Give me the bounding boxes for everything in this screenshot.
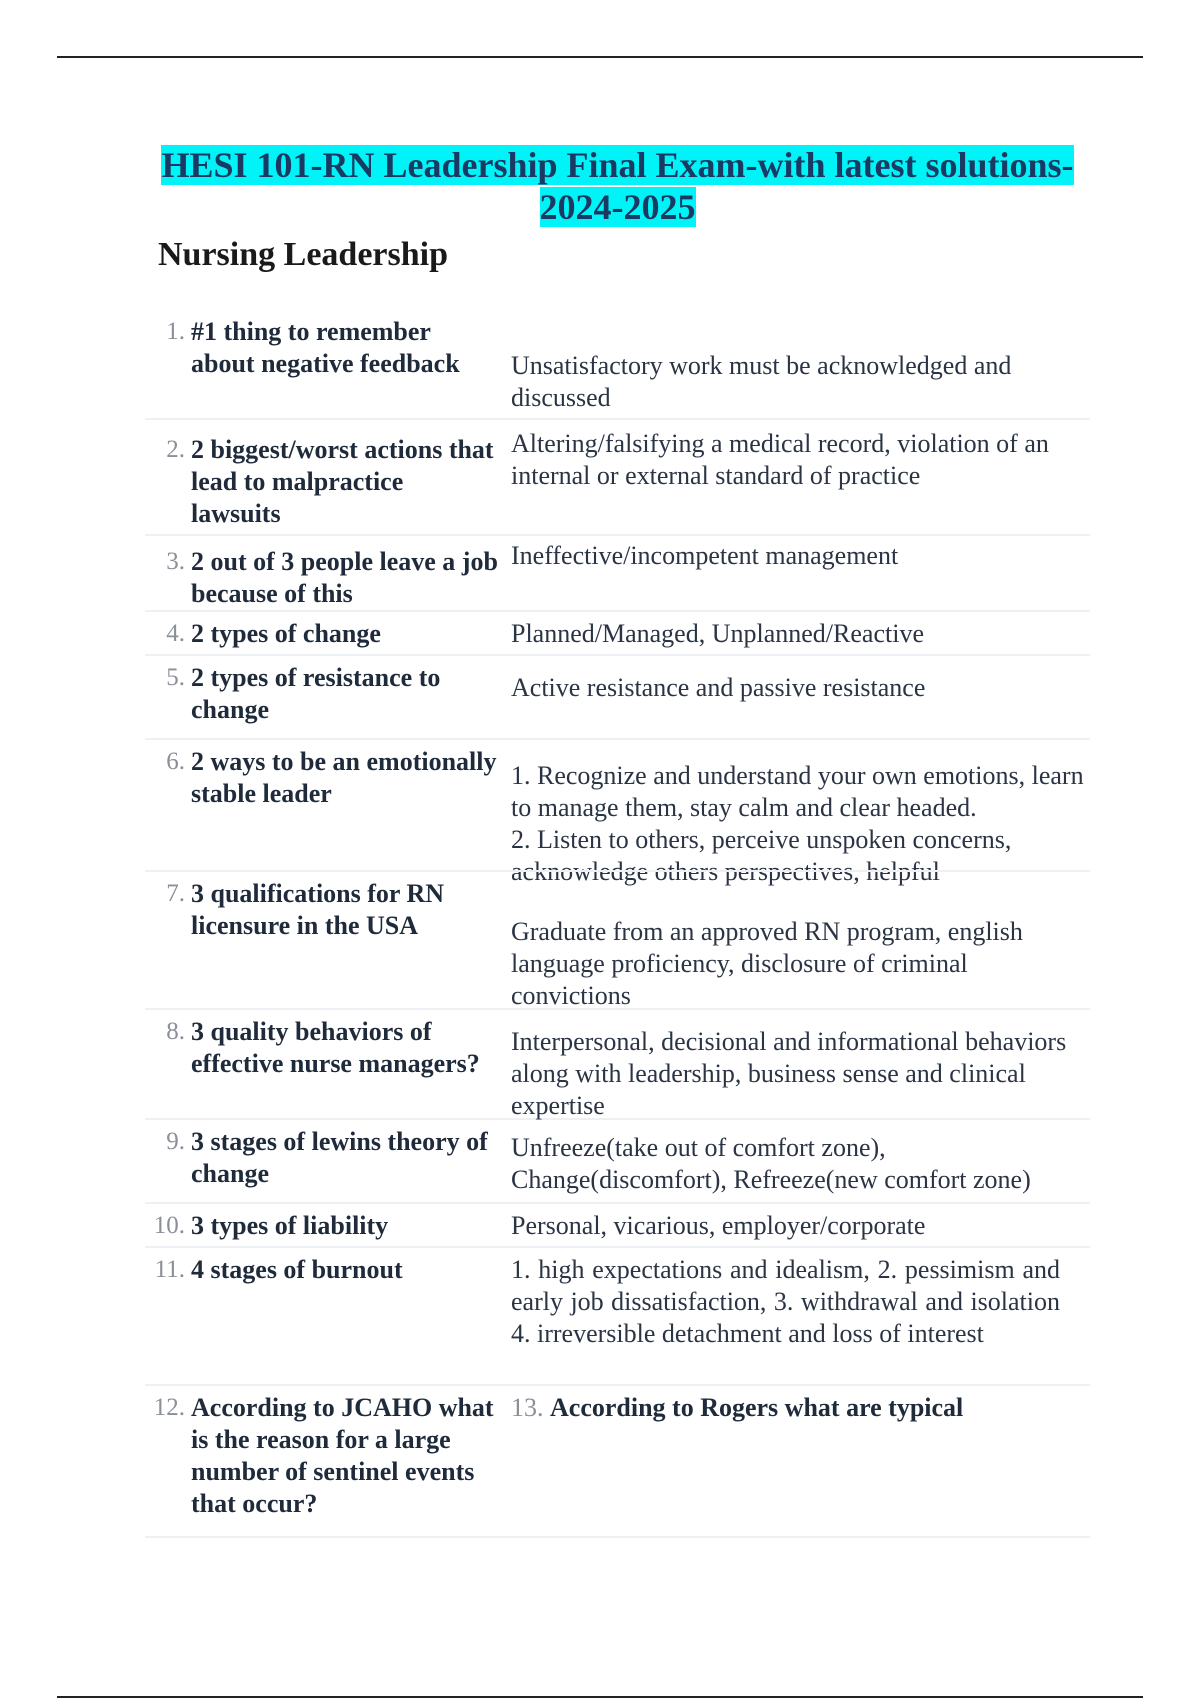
answer-text: Graduate from an approved RN program, english language proficiency, disclosure of criminal convictions (511, 917, 1023, 1010)
question-text: 2 types of resistance to change (191, 663, 441, 724)
item-number: 2. (166, 436, 185, 463)
item-number: 8. (166, 1018, 185, 1045)
title-line-1: HESI 101-RN Leadership Final Exam-with latest solutions- (161, 145, 1074, 185)
answer-text: Unfreeze(take out of comfort zone), Change(discomfort), Refreeze(new comfort zone) (511, 1133, 1031, 1194)
answer-cell (511, 1392, 1090, 1536)
question-text: #1 thing to remember about negative feedback (191, 317, 460, 378)
item-number: 4. (166, 620, 185, 647)
answer-text: Active resistance and passive resistance (511, 673, 926, 702)
title-line-2: 2024-2025 (539, 187, 696, 227)
answer-text: Interpersonal, decisional and informational behaviors along with leadership, business sense and clinical expertise (511, 1027, 1067, 1120)
bottom-rule (57, 1696, 1143, 1698)
document-title (145, 144, 1090, 228)
qa-row-7 (145, 870, 1090, 1010)
qa-row-4 (145, 612, 1090, 656)
item-number: 6. (166, 748, 185, 775)
question-text: 3 qualifications for RN licensure in the USA (191, 879, 445, 940)
qa-row-6 (145, 740, 1090, 886)
section-heading: Nursing Leadership (158, 236, 448, 273)
question-text: 3 quality behaviors of effective nurse managers? (191, 1017, 480, 1078)
question-text: 2 ways to be an emotionally stable leader (191, 747, 497, 808)
question-text: According to JCAHO what is the reason for a large number of sentinel events that occur? (191, 1393, 494, 1518)
answer-text: 1. Recognize and understand your own emotions, learn to manage them, stay calm and clear headed. (511, 761, 1084, 822)
question-text: 2 biggest/worst actions that lead to malpractice lawsuits (191, 435, 494, 528)
qa-row-10 (145, 1204, 1090, 1248)
qa-table (145, 316, 1090, 1538)
question-text: 3 types of liability (191, 1211, 389, 1240)
item-number: 12. (153, 1394, 185, 1421)
answer-text: Planned/Managed, Unplanned/Reactive (511, 619, 924, 648)
qa-row-8 (145, 1010, 1090, 1120)
item-number: 3. (166, 548, 185, 575)
top-rule (57, 56, 1143, 58)
answer-text-line-2: 2. Listen to others, perceive unspoken concerns, acknowledge others perspectives, helpful (511, 825, 1012, 886)
answer-cell (511, 746, 1090, 886)
qa-row-11 (145, 1248, 1090, 1386)
question-text: 4 stages of burnout (191, 1255, 403, 1284)
answer-text: 1. high expectations and idealism, 2. pessimism and early job dissatisfaction, 3. withdrawal and isolation 4. irreversible detachment and loss of interest (511, 1255, 1060, 1348)
item-number: 1. (166, 318, 185, 345)
item-number: 7. (166, 880, 185, 907)
answer-text: Personal, vicarious, employer/corporate (511, 1211, 926, 1240)
question-text: 3 stages of lewins theory of change (191, 1127, 488, 1188)
qa-row-12 (145, 1386, 1090, 1538)
answer-text: Unsatisfactory work must be acknowledged and discussed (511, 351, 1012, 412)
item-number: 10. (153, 1212, 185, 1239)
qa-row-3 (145, 536, 1090, 612)
question-text: 2 types of change (191, 619, 381, 648)
qa-row-1 (145, 316, 1090, 420)
answer-text: Ineffective/incompetent management (511, 541, 899, 570)
item-number: 5. (166, 664, 185, 691)
question-text: 2 out of 3 people leave a job because of this (191, 547, 498, 608)
item-number: 9. (166, 1128, 185, 1155)
qa-row-9 (145, 1120, 1090, 1204)
item-number: 11. (154, 1256, 185, 1283)
qa-row-2 (145, 420, 1090, 536)
question-text: According to Rogers what are typical (550, 1393, 964, 1422)
item-number: 13. (511, 1393, 544, 1422)
qa-row-5 (145, 656, 1090, 740)
answer-text: Altering/falsifying a medical record, violation of an internal or external standard of practice (511, 429, 1049, 490)
